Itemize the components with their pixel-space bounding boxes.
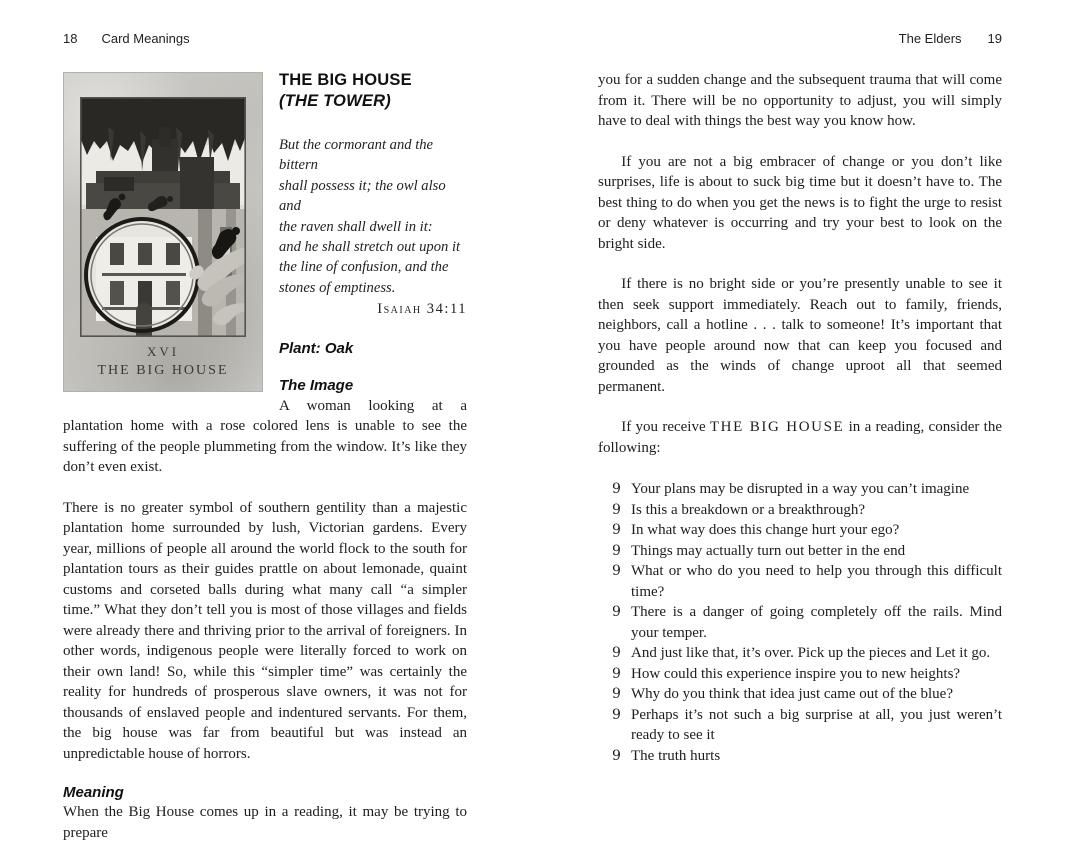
list-item <box>612 520 1002 541</box>
list-item-text: Why do you think that idea just came out of the blue? <box>631 686 954 702</box>
quote-line: But the cormorant and the bittern <box>279 137 434 174</box>
quote-line: stones of emptiness. <box>279 279 396 296</box>
running-header-left <box>63 31 467 46</box>
spiral-bullet-icon: 9 <box>612 604 621 620</box>
list-item-text: How could this experience inspire you to new heights? <box>631 665 961 682</box>
list-item <box>612 541 1002 562</box>
meaning-heading: Meaning <box>63 784 124 802</box>
page-left <box>63 31 467 843</box>
list-item <box>612 561 1002 602</box>
list-item <box>612 500 1002 521</box>
page-right <box>598 31 1002 766</box>
list-item-text: Perhaps it’s not such a big surprise at all, you just weren’t ready to see it <box>631 706 1002 743</box>
list-item-text: Things may actually turn out better in the end <box>631 542 906 559</box>
list-item <box>612 746 1002 767</box>
spiral-bullet-icon: 9 <box>612 501 621 518</box>
list-item-text: There is a danger of going completely off the rails. Mind your temper. <box>631 604 1002 641</box>
running-title-left: Card Meanings <box>101 31 190 46</box>
spiral-bullet-icon: 9 <box>612 686 621 702</box>
list-item-text: And just like that, it’s over. Pick up the pieces and Let it go. <box>631 645 991 661</box>
lead-in-paragraph <box>598 417 1002 458</box>
consider-list <box>612 479 1002 766</box>
card-caption <box>63 344 263 379</box>
quote-attribution: Isaiah 34:11 <box>377 301 467 318</box>
card-name: THE BIG HOUSE <box>97 363 229 378</box>
list-item <box>612 664 1002 685</box>
spiral-bullet-icon: 9 <box>612 747 621 764</box>
spiral-bullet-icon: 9 <box>612 522 621 538</box>
spiral-bullet-icon: 9 <box>612 481 621 497</box>
spiral-bullet-icon: 9 <box>612 665 621 682</box>
chapter-title-main: THE BIG HOUSE <box>279 71 412 89</box>
spiral-bullet-icon: 9 <box>612 563 621 579</box>
quote-line: shall possess it; the owl also and <box>279 177 446 215</box>
list-item <box>612 479 1002 500</box>
list-item <box>612 602 1002 643</box>
running-title-right: The Elders <box>898 31 962 46</box>
list-item-text: The truth hurts <box>631 747 721 764</box>
lead-in-post: in a reading, consider the following: <box>598 419 1002 456</box>
page-number-left: 18 <box>63 31 78 46</box>
list-item-text: In what way does this change hurt your ego? <box>631 522 900 538</box>
main-paragraph: There is no greater symbol of southern gentility than a majestic plantation home surrounded by lush, Victorian gardens. Every year, millions of people all around the world flock to the south for plantation tours as their guides prattle on about lemonade, quaint customs and corseted balls during what many call “a simpler time.” What they don’t tell you is most of those villages and fields were already there and thriving prior to the arrival of foreigners. In other words, indigenous people were literally forced to work on their own land! So, while this “simpler time” was certainly the reality for hundreds of prosperous slave owners, it was not for thousands of enslaved people and indentured servants. For them, the big house was far from beautiful but was instead an unpredictable house of horrors. <box>63 499 467 762</box>
lead-in-pre: If you receive <box>621 419 710 435</box>
quote-line: the raven shall dwell in it: <box>279 218 433 235</box>
list-item-text: Is this a breakdown or a breakthrough? <box>631 501 866 518</box>
tarot-card-image <box>63 72 263 392</box>
paragraph-continued: you for a sudden change and the subsequent trauma that will come from it. There will be no opportunity to adjust, you will simply have to deal with things the best way you know how. <box>598 72 1002 129</box>
quote-line: and he shall stretch out upon it <box>279 239 461 256</box>
list-item <box>612 643 1002 664</box>
image-section-text: A woman looking at a plantation home with a rose colored lens is unable to see the suffering of the people plummeting from the window. It’s like they don’t even exist. <box>63 397 467 476</box>
tarot-card-artwork-icon <box>80 97 246 337</box>
chapter-title-sub: (THE TOWER) <box>279 92 391 110</box>
meaning-text: When the Big House comes up in a reading, it may be trying to prepare <box>63 804 467 841</box>
page-number-right: 19 <box>987 31 1002 46</box>
lead-in-card-name: THE BIG HOUSE <box>709 419 845 435</box>
image-section-heading: The Image <box>279 376 354 394</box>
spiral-bullet-icon: 9 <box>612 542 621 559</box>
plant-heading: Plant: Oak <box>279 339 354 357</box>
paragraph: If there is no bright side or you’re presently unable to see it then seek support immediately. Reach out to family, friends, neighbors, call a hotline . . . talk to someone! It’s important that you have people around now that can keep you focused and grounded as the winds of change uproot all that seemed permanent. <box>598 276 1002 395</box>
card-numeral: XVI <box>146 344 180 359</box>
list-item-text: Your plans may be disrupted in a way you can’t imagine <box>631 481 970 497</box>
list-item <box>612 684 1002 705</box>
paragraph: If you are not a big embracer of change or you don’t like surprises, life is about to suck big time but it doesn’t have to. The best thing to do when you get the news is to fight the urge to resist or deny whatever is occurring and try your best to look on the bright side. <box>598 153 1002 252</box>
list-item-text: What or who do you need to help you through this difficult time? <box>631 563 1002 600</box>
quote-line: the line of confusion, and the <box>279 259 449 276</box>
running-header-right <box>598 31 1002 46</box>
list-item <box>612 705 1002 746</box>
spiral-bullet-icon: 9 <box>612 706 621 723</box>
spiral-bullet-icon: 9 <box>612 645 621 661</box>
